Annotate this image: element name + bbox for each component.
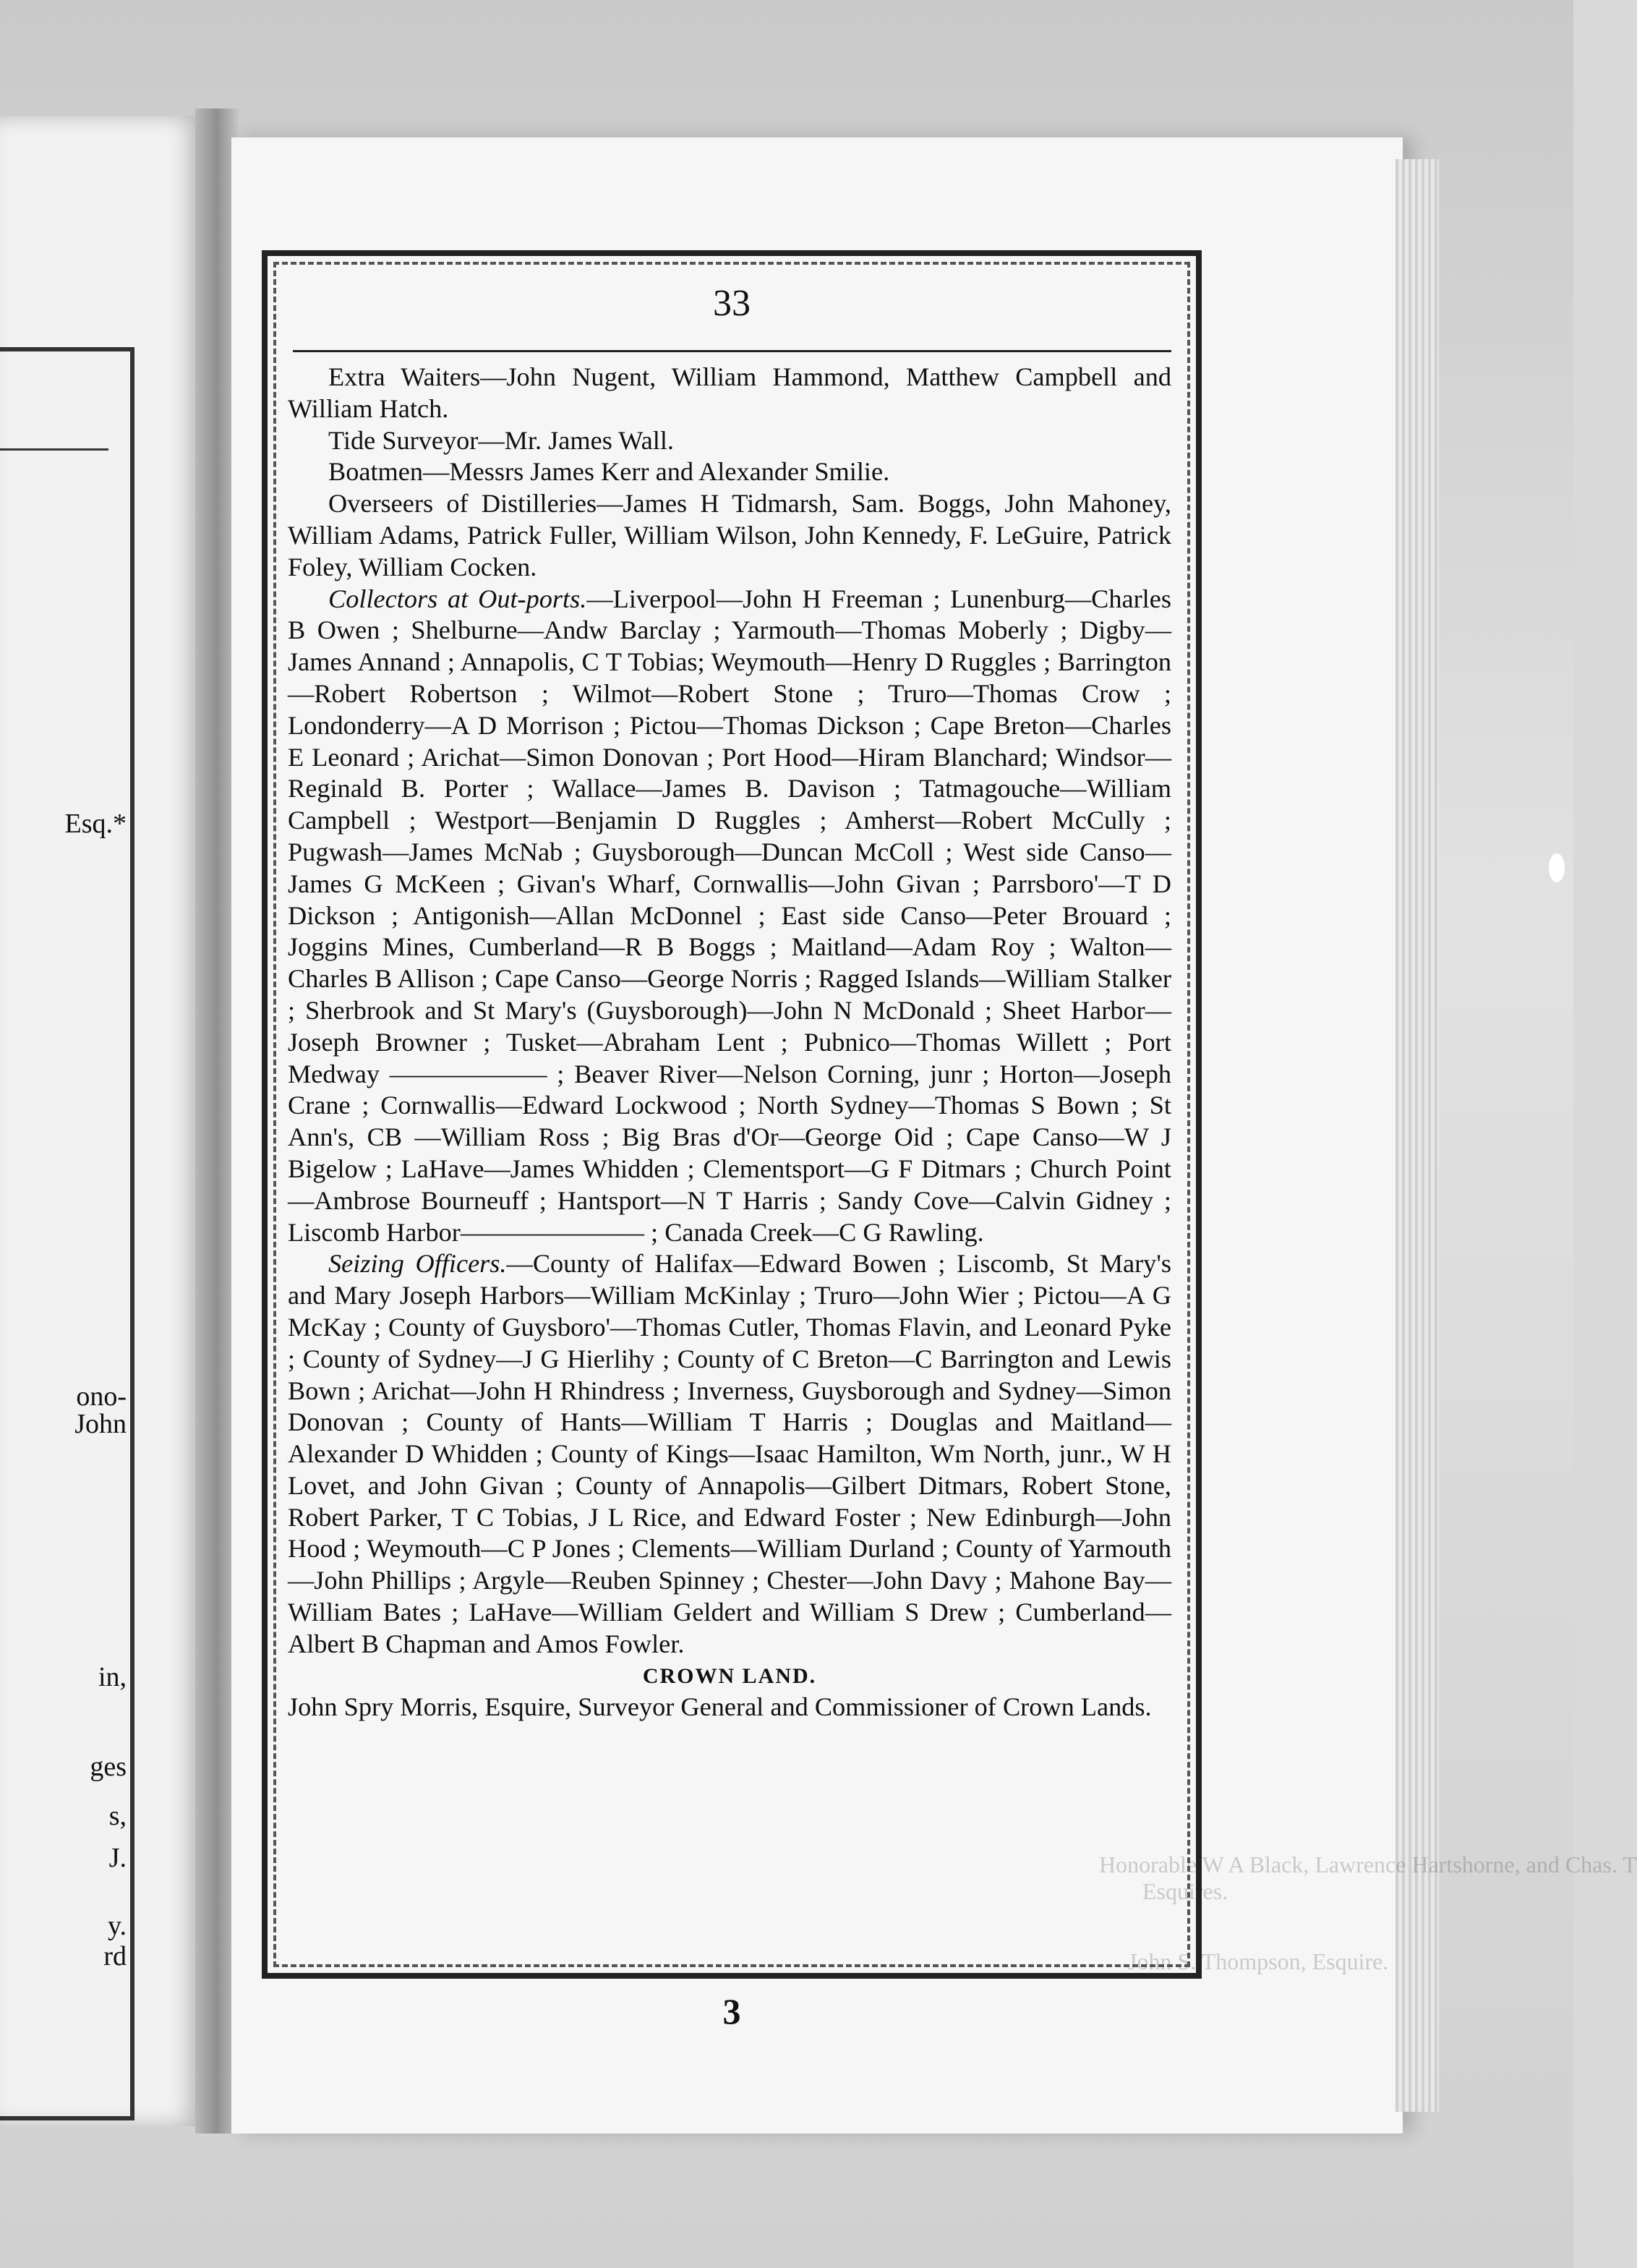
left-fragment: Esq.* [64, 809, 127, 839]
page-number: 33 [713, 283, 751, 324]
paragraph-overseers: Overseers of Distilleries—James H Tidmarsh, Sam. Boggs, John Mahoney, William Adams, Patrick Fuller, William Wilson, John Kennedy, F. LeGuire, Patrick Foley, William Cocken. [288, 489, 1171, 581]
left-fragment: y. [107, 1911, 127, 1941]
left-fragment: J. [108, 1843, 127, 1873]
paragraph-extra-waiters: Extra Waiters—John Nugent, William Hammond, Matthew Campbell and William Hatch. [288, 362, 1171, 423]
page-body [288, 362, 1171, 1723]
collectors-heading: Collectors at Out-ports. [328, 584, 587, 613]
left-fragment: ges [90, 1752, 127, 1782]
left-fragment: in, [98, 1662, 127, 1692]
scan-speck [1549, 853, 1565, 882]
crown-land-heading: CROWN LAND. [642, 1663, 817, 1688]
paragraph-tide-surveyor: Tide Surveyor—Mr. James Wall. [328, 425, 675, 455]
page-edges [1395, 159, 1439, 2112]
left-fragment: John [74, 1409, 127, 1439]
left-fragment: ono- [76, 1381, 127, 1412]
bleed-through-text: Honorable W A Black, Lawrence Hartshorne, and Chas. T Esquires. John S. Thompson, Esquire. [1099, 1851, 1637, 1974]
paragraph-collectors [288, 584, 1171, 1249]
paragraph-boatmen: Boatmen—Messrs James Kerr and Alexander Smilie. [328, 457, 890, 487]
seizing-officers-text: —County of Halifax—Edward Bowen ; Liscomb, St Mary's and Mary Joseph Harbors—William McKinlay ; Truro—John Wier ; Pictou—A G McKay ; County of Guysboro'—Thomas Cutler, Thomas Flavin, and Leonard Pyke ; County of Sydney—J G Hierlihy ; County of C Breton—C Barrington and Lewis Bown ; Arichat—John H Rhindress ; Inverness, Guysborough and Sydney—Simon Donovan ; County of Hants—William T Harris ; Douglas and Maitland—Alexander D Whidden ; County of Kings—Isaac Hamilton, Wm North, junr., W H Lovet, and John Givan ; County of Annapolis—Gilbert Ditmars, Robert Stone, Robert Parker, T C Tobias, J L Rice, and Edward Foster ; New Edinburgh—John Hood ; Weymouth—C P Jones ; Clements—William Durland ; County of Yarmouth—John Phillips ; Argyle—Reuben Spinney ; Chester—John Davy ; Mahone Bay—William Bates ; LaHave—William Geldert and William S Drew ; Cumberland—Albert B Chapman and Amos Fowler. [288, 1249, 1171, 1658]
left-page-rule [0, 448, 108, 451]
crown-land-text: John Spry Morris, Esquire, Surveyor General and Commissioner of Crown Lands. [288, 1692, 1152, 1722]
left-fragment: s, [108, 1801, 127, 1831]
left-fragment: rd [103, 1941, 127, 1971]
header-rule [293, 350, 1171, 352]
paragraph-seizing-officers [288, 1248, 1171, 1660]
collectors-text: —Liverpool—John H Freeman ; Lunenburg—Charles B Owen ; Shelburne—Andw Barclay ; Yarmouth—Thomas Moberly ; Digby—James Annand ; Annapolis, C T Tobias; Weymouth—Henry D Ruggles ; Barrington—Robert Robertson ; Wilmot—Robert Stone ; Truro—Thomas Crow ; Londonderry—A D Morrison ; Pictou—Thomas Dickson ; Cape Breton—Charles E Leonard ; Arichat—Simon Donovan ; Port Hood—Hiram Blanchard; Windsor—Reginald B. Porter ; Wallace—James B. Davison ; Tatmagouche—William Campbell ; Westport—Benjamin D Ruggles ; Amherst—Robert McCully ; Pugwash—James McNab ; Guysborough—Duncan McColl ; West side Canso—James G McKeen ; Givan's Wharf, Cornwallis—John Givan ; Parrsboro'—T D Dickson ; Antigonish—Allan McDonnel ; East side Canso—Peter Brouard ; Joggins Mines, Cumberland—R B Boggs ; Maitland—Adam Roy ; Walton—Charles B Allison ; Cape Canso—George Norris ; Ragged Islands—William Stalker ; Sherbrook and St Mary's (Guysborough)—John N McDonald ; Sheet Harbor—Joseph Browner ; Tusket—Abraham Lent ; Pubnico—Thomas Willett ; Port Medway —————— ; Beaver River—Nelson Corning, junr ; Horton—Joseph Crane ; Cornwallis—Edward Lockwood ; North Sydney—Thomas S Bown ; St Ann's, CB —William Ross ; Big Bras d'Or—George Oid ; Cape Canso—W J Bigelow ; LaHave—James Whidden ; Clementsport—G F Ditmars ; Church Point—Ambrose Bourneuff ; Hantsport—N T Harris ; Sandy Cove—Calvin Gidney ; Liscomb Harbor——————— ; Canada Creek—C G Rawling. [288, 584, 1172, 1247]
seizing-officers-heading: Seizing Officers. [328, 1249, 507, 1279]
signature-mark: 3 [722, 1991, 741, 2032]
left-page [0, 116, 202, 2126]
